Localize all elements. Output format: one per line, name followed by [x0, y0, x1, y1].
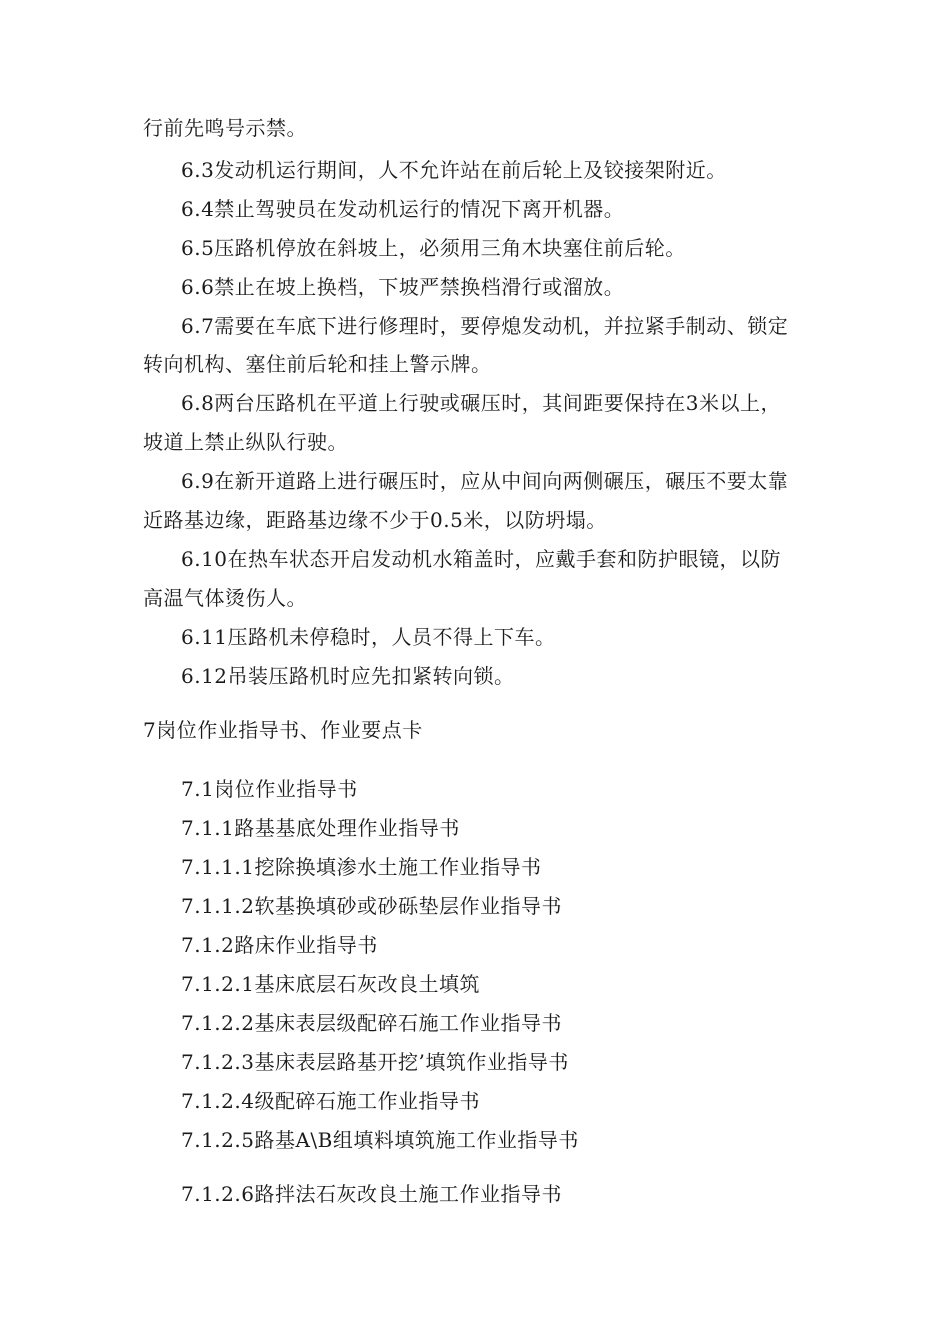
continuation-line: 行前先鸣号示禁。: [143, 116, 307, 140]
toc-item: 7.1.2路床作业指导书: [181, 933, 378, 957]
item-6-11: 6.11压路机未停稳时，人员不得上下车。: [181, 625, 556, 649]
toc-item: 7.1.2.1基床底层石灰改良土填筑: [181, 972, 480, 996]
item-6-4: 6.4禁止驾驶员在发动机运行的情况下离开机器。: [181, 197, 625, 221]
toc-item: 7.1岗位作业指导书: [181, 777, 358, 801]
item-6-12: 6.12吊装压路机时应先扣紧转向锁。: [181, 664, 515, 688]
item-6-7-line-2: 转向机构、塞住前后轮和挂上警示牌。: [143, 352, 492, 376]
toc-item: 7.1.2.2基床表层级配碎石施工作业指导书: [181, 1011, 562, 1035]
toc-item: 7.1.2.3基床表层路基开挖’填筑作业指导书: [181, 1050, 569, 1074]
item-6-3: 6.3发动机运行期间，人不允许站在前后轮上及铰接架附近。: [181, 158, 727, 182]
item-6-8-line-1: 6.8两台压路机在平道上行驶或碾压时，其间距要保持在3米以上，: [181, 391, 782, 415]
item-6-7-line-1: 6.7需要在车底下进行修理时，要停熄发动机，并拉紧手制动、锁定: [181, 314, 789, 338]
toc-item: 7.1.2.6路拌法石灰改良土施工作业指导书: [181, 1182, 562, 1206]
toc-item: 7.1.2.4级配碎石施工作业指导书: [181, 1089, 480, 1113]
toc-item: 7.1.1路基基底处理作业指导书: [181, 816, 460, 840]
toc-item: 7.1.2.5路基A\B组填料填筑施工作业指导书: [181, 1128, 579, 1152]
item-6-6: 6.6禁止在坡上换档，下坡严禁换档滑行或溜放。: [181, 275, 625, 299]
item-6-10-line-2: 高温气体烫伤人。: [143, 586, 307, 610]
item-6-8-line-2: 坡道上禁止纵队行驶。: [143, 430, 348, 454]
item-6-9-line-1: 6.9在新开道路上进行碾压时，应从中间向两侧碾压，碾压不要太靠: [181, 469, 789, 493]
section-heading: 7岗位作业指导书、作业要点卡: [143, 718, 423, 742]
toc-item: 7.1.1.2软基换填砂或砂砾垫层作业指导书: [181, 894, 562, 918]
item-6-5: 6.5压路机停放在斜坡上，必须用三角木块塞住前后轮。: [181, 236, 686, 260]
item-6-10-line-1: 6.10在热车状态开启发动机水箱盖时，应戴手套和防护眼镜，以防: [181, 547, 782, 571]
toc-item: 7.1.1.1挖除换填渗水土施工作业指导书: [181, 855, 542, 879]
item-6-9-line-2: 近路基边缘，距路基边缘不少于0.5米，以防坍塌。: [143, 508, 607, 532]
